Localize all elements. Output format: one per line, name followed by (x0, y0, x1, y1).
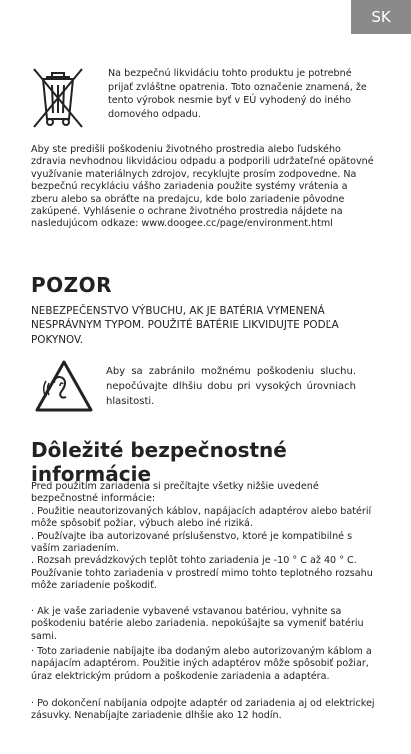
safety-paragraph-1: Pred použitím zariadenia si prečítajte všetky nižšie uvedené bezpečnostné informácie: . Použitie neautorizovaných káblov, napájacích adaptérov alebo batérií môže spôsobiť požiar, výbuch alebo iné riziká. . Používajte iba autorizované príslušenstvo, ktoré je kompatibilné s vaším zariadením. . Rozsah prevádzkových teplôt tohto zariadenia je -10 ° C až 40 ° C. Používanie tohto zariadenia v prostredí mimo tohto teplotného rozsahu môže zariadenie poškodiť. (31, 481, 373, 592)
environment-paragraph: Aby ste predišli poškodeniu životného prostredia alebo ľudského zdravia nevhodnou likvidáciou odpadu a podporili udržateľné opätovné využívanie materiálnych zdrojov, recyklujte prosím zodpovedne. Na bezpečnú recykláciu vášho zariadenia použite systémy vrátenia a zberu alebo sa obráťte na predajcu, kde bolo zariadenie pôvodne zakúpené. Vyhlásenie o ochrane životného prostredia nájdete na nasledujúcom odkaze: www.doogee.cc/page/environment.html (31, 144, 374, 230)
safety-paragraph-3: · Toto zariadenie nabíjajte iba dodaným alebo autorizovaným káblom a napájacím adaptérom. Použitie iných adaptérov môže spôsobiť požiar, úraz elektrickým prúdom a poškodenie zariadenia a adaptéra. (31, 646, 372, 682)
crossed-out-wheelie-bin-icon (30, 65, 86, 131)
safety-paragraph-2: · Ak je vaše zariadenie vybavené vstavanou batériou, vyhnite sa poškodeniu batérie alebo zariadenia. nepokúšajte sa vymeniť batériu sami. (31, 606, 364, 642)
pozor-heading: POZOR (31, 273, 113, 297)
hearing-warning-icon (34, 359, 94, 413)
weee-disposal-text: Na bezpečnú likvidáciu tohto produktu je potrebné prijať zvláštne opatrenia. Toto označenie znamená, že tento výrobok nesmie byť v EÚ vyhodený do iného domového odpadu. (108, 68, 367, 120)
safety-paragraph-4: · Po dokončení nabíjania odpojte adaptér od zariadenia aj od elektrickej zásuvky. Nenabíjajte zariadenie dlhšie ako 12 hodín. (31, 698, 375, 722)
hearing-warning-text: Aby sa zabránilo možnému poškodeniu sluchu. nepočúvajte dlhšiu dobu pri vysokých úrovniach hlasitosti. (106, 366, 356, 407)
safety-info-heading: Dôležité bezpečnostné informácie (31, 438, 287, 486)
battery-warning: NEBEZPEČENSTVO VÝBUCHU, AK JE BATÉRIA VYMENENÁ NESPRÁVNYM TYPOM. POUŽITÉ BATÉRIE LIKVIDUJTE PODĽA POKYNOV. (31, 305, 339, 346)
language-badge: SK (351, 0, 411, 34)
